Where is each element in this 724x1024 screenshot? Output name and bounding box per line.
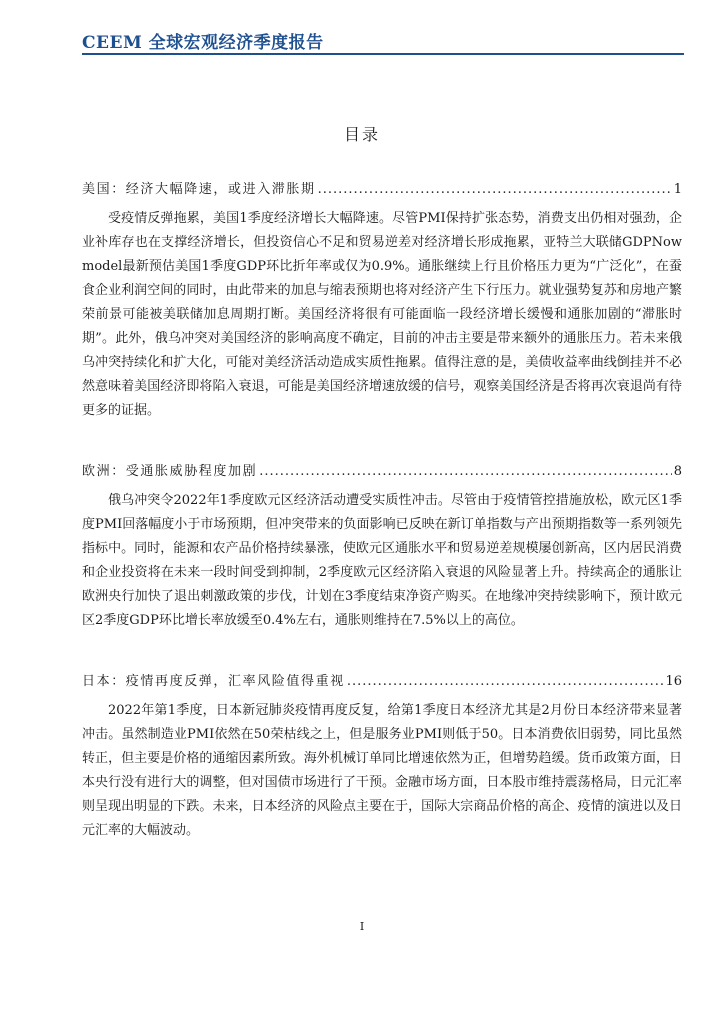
- summary-europe: 俄乌冲突令2022年1季度欧元区经济活动遭受实质性冲击。尽管由于疫情管控措施放松，欧元区1季度PMI回落幅度小于市场预期，但冲突带来的负面影响已反映在新订单指数与产出预期指数等一系列领先指标中。同时，能源和农产品价格持续暴涨，使欧元区通胀水平和贸易逆差规模屡创新高，区内居民消费和企业投资将在未来一段时间受到抑制，2季度欧元区经济陷入衰退的风险显著上升。持续高企的通胀让欧洲央行加快了退出刺激政策的步伐，计划在3季度结束净资产购买。在地缘冲突持续影响下，预计欧元区2季度GDP环比增长率放缓至0.4%左右，通胀则维持在7.5%以上的高位。: [82, 493, 682, 628]
- toc-heading-japan: 日本：疫情再度反弹，汇率风险值得重视: [82, 674, 345, 689]
- toc-leader-dots: [347, 674, 664, 689]
- running-header-title: CEEM 全球宏观经济季度报告: [82, 33, 324, 53]
- toc-heading-us: 美国：经济大幅降速，或进入滞胀期: [82, 182, 316, 197]
- toc-section-japan: [82, 670, 682, 843]
- toc-page-japan: 16: [665, 674, 682, 689]
- toc-title: 目录: [343, 125, 380, 144]
- toc-section-europe: [82, 460, 682, 633]
- toc-heading-europe: 欧洲：受通胀威胁程度加剧: [82, 464, 258, 479]
- toc-page-europe: 8: [673, 464, 682, 479]
- toc-entry-europe[interactable]: [82, 460, 682, 479]
- summary-japan: 2022年第1季度，日本新冠肺炎疫情再度反复，给第1季度日本经济尤其是2月份日本经济带来显著冲击。虽然制造业PMI依然在50荣枯线之上，但是服务业PMI则低于50。日本消费依旧弱势，同比虽然转正，但主要是价格的通缩因素所致。海外机械订单同比增速依然为正，但增势趋缓。货币政策方面，日本央行没有进行大的调整，但对国债市场进行了干预。金融市场方面，日本股市维持震荡格局，日元汇率则呈现出明显的下跌。未来，日本经济的风险点主要在于，国际大宗商品价格的高企、疫情的演进以及日元汇率的大幅波动。: [82, 703, 682, 838]
- toc-section-us: [82, 178, 682, 423]
- toc-entry-us[interactable]: [82, 178, 682, 197]
- header-divider: [82, 53, 684, 55]
- summary-us: 受疫情反弹拖累，美国1季度经济增长大幅降速。尽管PMI保持扩张态势，消费支出仍相对强劲，企业补库存也在支撑经济增长，但投资信心不足和贸易逆差对经济增长形成拖累，亚特兰大联储GDPNow model最新预估美国1季度GDP环比折年率或仅为0.9%。通胀继续上行且价格压力更为“广泛化”，在蚕食企业利润空间的同时，由此带来的加息与缩表预期也将对经济产生下行压力。就业强势复苏和房地产繁荣前景可能被美联储加息周期打断。美国经济将很有可能面临一段经济增长缓慢和通胀加剧的“滞胀时期”。此外，俄乌冲突对美国经济的影响高度不确定，目前的冲击主要是带来额外的通胀压力。若未来俄乌冲突持续化和扩大化，可能对美经济活动造成实质性拖累。值得注意的是，美债收益率曲线倒挂并不必然意味着美国经济即将陷入衰退，可能是美国经济增速放缓的信号，观察美国经济是否将再次衰退尚有待更多的证据。: [82, 211, 682, 418]
- toc-leader-dots: [259, 464, 672, 479]
- toc-page-us: 1: [673, 182, 682, 197]
- toc-leader-dots: [318, 182, 672, 197]
- page-number: I: [359, 920, 365, 933]
- toc-entry-japan[interactable]: [82, 670, 682, 689]
